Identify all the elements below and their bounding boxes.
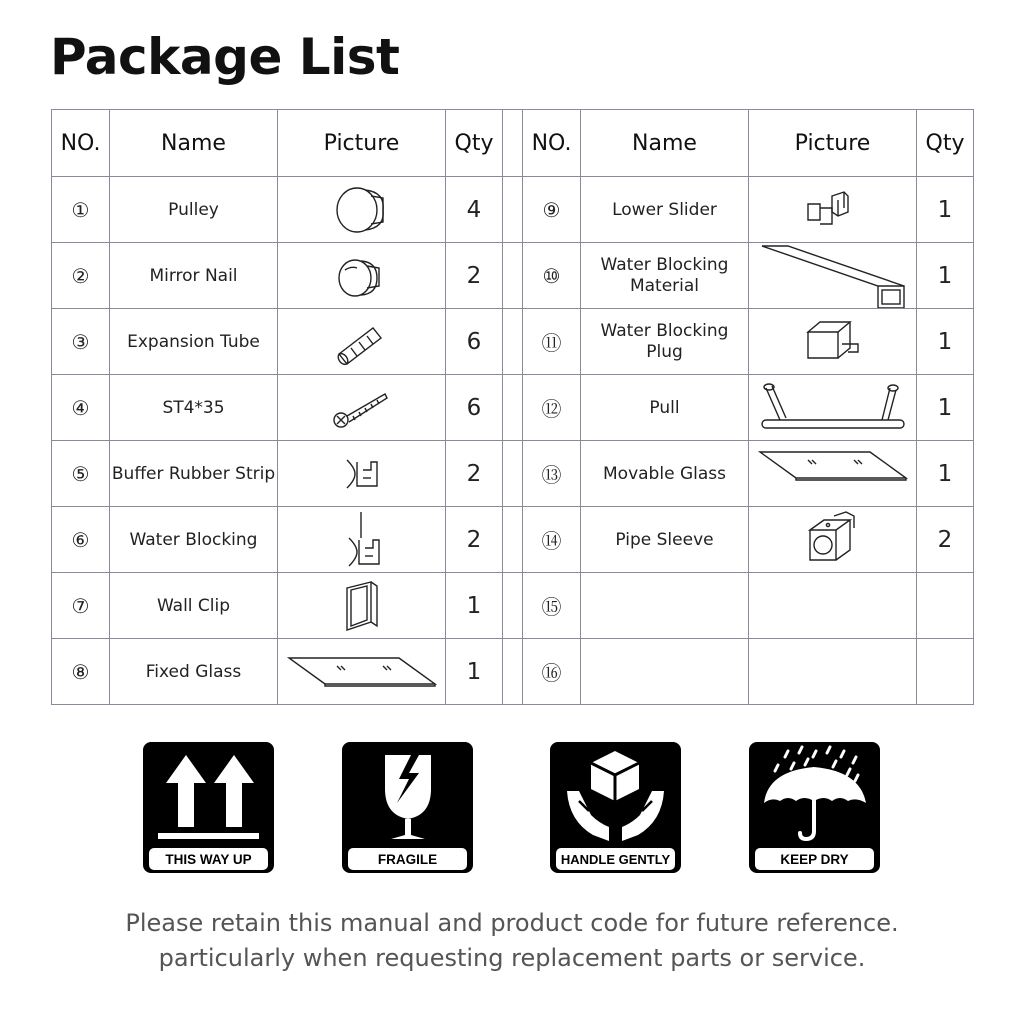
column-gap (503, 507, 523, 573)
table-header-row (52, 110, 974, 177)
footer-line2: particularly when requesting replacement parts or service. (158, 944, 866, 972)
item-picture (749, 243, 917, 309)
item-name: Lower Slider (581, 177, 749, 243)
item-qty: 1 (446, 573, 503, 639)
header-no: NO. (52, 110, 110, 177)
column-gap (503, 441, 523, 507)
package-table (51, 109, 974, 705)
item-name: Expansion Tube (110, 309, 278, 375)
column-gap (503, 177, 523, 243)
pull-handle-icon (758, 380, 908, 436)
item-picture (749, 375, 917, 441)
column-gap (503, 110, 523, 177)
footer-note (0, 906, 1024, 976)
table-row (52, 309, 974, 375)
mirror-nail-icon (327, 248, 397, 304)
item-qty: 2 (446, 243, 503, 309)
square-tube-icon (758, 244, 908, 308)
item-name (581, 243, 749, 309)
glass-panel-icon (287, 644, 437, 700)
table-row (52, 177, 974, 243)
item-picture (749, 573, 917, 639)
item-name: Water Blocking (110, 507, 278, 573)
item-number: ⑪ (523, 309, 581, 375)
screw-icon (327, 380, 397, 436)
item-name: Buffer Rubber Strip (110, 441, 278, 507)
item-name-line1: Water Blocking (600, 254, 729, 275)
item-picture (749, 309, 917, 375)
item-number: ③ (52, 309, 110, 375)
this-way-up-badge (142, 741, 275, 874)
badge-label: HANDLE GENTLY (560, 852, 671, 867)
header-name: Name (110, 110, 278, 177)
item-picture (278, 243, 446, 309)
table-row (52, 573, 974, 639)
item-number: ① (52, 177, 110, 243)
item-picture (278, 639, 446, 705)
item-number: ⑮ (523, 573, 581, 639)
rubber-strip-icon (327, 446, 397, 502)
item-name: Movable Glass (581, 441, 749, 507)
item-name (581, 309, 749, 375)
glass-panel-icon (758, 446, 908, 502)
item-name: Pull (581, 375, 749, 441)
item-qty: 1 (917, 177, 974, 243)
header-qty: Qty (446, 110, 503, 177)
item-name: Pipe Sleeve (581, 507, 749, 573)
header-name: Name (581, 110, 749, 177)
item-picture (278, 177, 446, 243)
item-name: Pulley (110, 177, 278, 243)
header-no: NO. (523, 110, 581, 177)
item-name-line1: Water Blocking (600, 320, 729, 341)
header-picture: Picture (749, 110, 917, 177)
item-picture (749, 507, 917, 573)
item-qty: 1 (917, 441, 974, 507)
item-name-line2: Plug (646, 341, 683, 362)
item-picture (749, 441, 917, 507)
column-gap (503, 309, 523, 375)
item-name (581, 639, 749, 705)
pulley-icon (327, 182, 397, 238)
item-number: ⑭ (523, 507, 581, 573)
page-title: Package List (50, 28, 400, 86)
pipe-sleeve-icon (798, 510, 868, 570)
item-number: ⑦ (52, 573, 110, 639)
item-qty: 6 (446, 309, 503, 375)
table-row (52, 441, 974, 507)
item-qty (917, 573, 974, 639)
item-number: ② (52, 243, 110, 309)
column-gap (503, 573, 523, 639)
item-picture (278, 507, 446, 573)
item-name: Mirror Nail (110, 243, 278, 309)
item-qty: 2 (446, 441, 503, 507)
item-number: ⑫ (523, 375, 581, 441)
item-qty: 1 (917, 309, 974, 375)
water-blocking-icon (327, 510, 397, 570)
item-qty: 4 (446, 177, 503, 243)
lower-slider-icon (798, 182, 868, 238)
item-number: ⑥ (52, 507, 110, 573)
handling-symbols (0, 741, 1024, 881)
table-row (52, 243, 974, 309)
item-picture (278, 573, 446, 639)
item-number: ⑬ (523, 441, 581, 507)
item-qty: 1 (917, 375, 974, 441)
badge-label: THIS WAY UP (165, 852, 252, 867)
item-picture (278, 441, 446, 507)
badge-label: FRAGILE (377, 852, 438, 867)
table-row (52, 507, 974, 573)
item-number: ⑧ (52, 639, 110, 705)
table-row (52, 639, 974, 705)
item-name: ST4*35 (110, 375, 278, 441)
item-name-line2: Material (629, 275, 700, 296)
item-name (581, 573, 749, 639)
plug-icon (798, 314, 868, 370)
item-qty: 2 (917, 507, 974, 573)
column-gap (503, 639, 523, 705)
keep-dry-badge (748, 741, 881, 874)
item-qty: 1 (446, 639, 503, 705)
fragile-badge (341, 741, 474, 874)
item-qty: 6 (446, 375, 503, 441)
item-name: Fixed Glass (110, 639, 278, 705)
item-name: Wall Clip (110, 573, 278, 639)
footer-line1: Please retain this manual and product code for future reference. (125, 909, 899, 937)
item-qty (917, 639, 974, 705)
item-qty: 1 (917, 243, 974, 309)
item-number: ⑨ (523, 177, 581, 243)
item-picture (749, 177, 917, 243)
column-gap (503, 243, 523, 309)
handle-gently-badge (549, 741, 682, 874)
header-picture: Picture (278, 110, 446, 177)
item-number: ⑯ (523, 639, 581, 705)
item-qty: 2 (446, 507, 503, 573)
item-picture (278, 375, 446, 441)
expansion-tube-icon (327, 314, 397, 370)
item-number: ④ (52, 375, 110, 441)
column-gap (503, 375, 523, 441)
item-picture (278, 309, 446, 375)
item-picture (749, 639, 917, 705)
table-row (52, 375, 974, 441)
wall-clip-icon (327, 578, 397, 634)
item-number: ⑩ (523, 243, 581, 309)
header-qty: Qty (917, 110, 974, 177)
badge-label: KEEP DRY (780, 852, 849, 867)
item-number: ⑤ (52, 441, 110, 507)
